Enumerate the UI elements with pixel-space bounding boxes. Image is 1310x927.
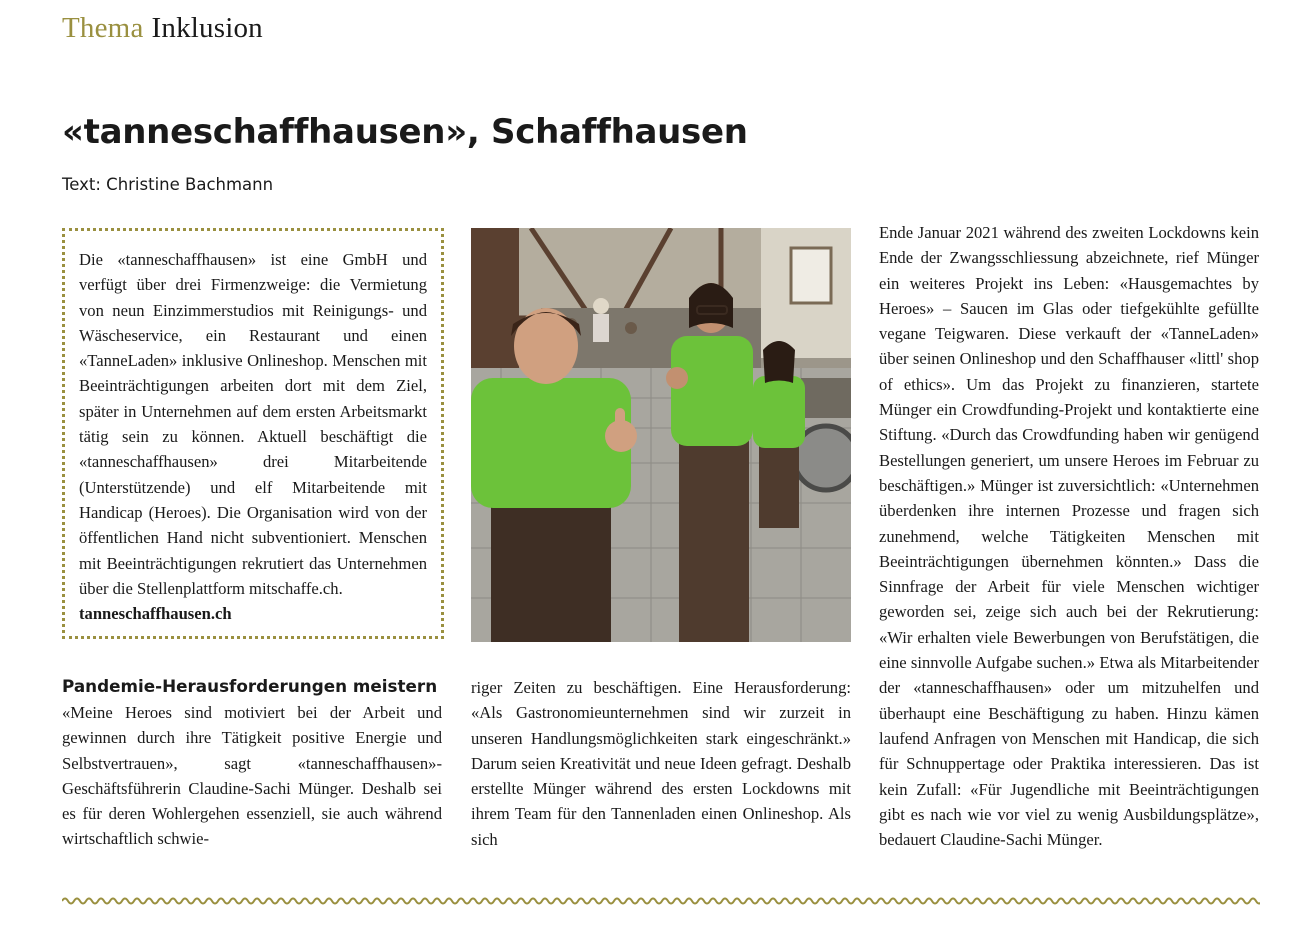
article-title: «tanneschaffhausen», Schaffhausen <box>62 112 748 152</box>
website-link[interactable]: tanneschaffhausen.ch <box>79 604 232 624</box>
column-1-text: «Meine Heroes sind motiviert bei der Arbeit und gewinnen durch ihre Tätigkeit positive Energie und Selbstvertrauen», sagt «tanneschaffhausen»-Geschäftsführerin Claudine-Sachi Münger. Deshalb sei es für deren Wohlergehen essenziell, sie auch während wirtschaftlich schwie- <box>62 703 442 849</box>
column-2 <box>471 675 851 852</box>
section-subheading: Pandemie-Herausforderungen meistern <box>62 676 438 696</box>
info-box-text: Die «tanneschaffhausen» ist eine GmbH und verfügt über drei Firmenzweige: die Vermietung von neun Einzimmerstudios mit Reinigungs- und Wäscheservice, ein Restaurant und einen «TanneLaden» inklusive Onlineshop. Menschen mit Beeinträchtigungen arbeiten dort mit dem Ziel, später in Unternehmen auf dem ersten Arbeitsmarkt tätig sein zu können. Aktuell beschäftigt die «tanneschaffhausen» drei Mitarbeitende (Unterstützende) und elf Mitarbeitende mit Handicap (Heroes). Die Organisation wird von der öffentlichen Hand nicht subventioniert. Menschen mit Beeinträchtigungen rekrutiert das Unternehmen über die Stellenplattform mitschaffe.ch. <box>79 250 427 598</box>
article-byline: Text: Christine Bachmann <box>62 175 274 194</box>
section-header <box>62 12 263 45</box>
column-2-text: riger Zeiten zu beschäftigen. Eine Herausforderung: «Als Gastronomieunternehmen sind wir zurzeit in unseren Handlungsmöglichkeiten stark eingeschränkt.» Darum seien Kreativität und neue Ideen gefragt. Deshalb erstellte Münger während des ersten Lockdowns mit ihrem Team für den Tannenladen einen Onlineshop. Als sich <box>471 678 851 849</box>
section-topic: Inklusion <box>151 12 263 44</box>
section-label: Thema <box>62 12 144 44</box>
column-3 <box>879 220 1259 852</box>
article-photo <box>471 228 851 642</box>
column-3-text: Ende Januar 2021 während des zweiten Lockdowns kein Ende der Zwangsschliessung abzeichnete, rief Münger ein weiteres Projekt ins Leben: «Hausgemachtes by Heroes» – Saucen im Glas oder tiefgekühlte gefüllte vegane Teigwaren. Diese verkauft der «TanneLaden» über seinen Onlineshop und den Schaffhauser «littl' shop of ethics». Um das Projekt zu finanzieren, startete Münger ein Crowdfunding-Projekt und kontaktierte eine Stiftung. «Durch das Crowdfunding haben wir genügend Bestellungen generiert, um unsere Heroes im Februar zu beschäftigen.» Münger ist zuversichtlich: «Unternehmen überdenken ihre internen Prozesse und fragen sich zunehmend, welche Tätigkeiten Menschen mit Beeinträchtigungen übernehmen könnten.» Dass die Sinnfrage der Arbeit für viele Menschen wichtiger geworden sei, zeige sich auch bei der Rekrutierung: «Wir erhalten viele Bewerbungen von Berufstätigen, die eine sinnvolle Aufgabe suchen.» Etwa als Mitarbeitender der «tanneschaffhausen» oder um mitzuhelfen und überhaupt eine Beschäftigung zu haben. Hinzu kämen laufend Anfragen von Menschen mit Handicap, die sich für Schnuppertage oder Praktika interessieren. Das ist kein Zufall: «Für Jugendliche mit Beeinträchtigungen gibt es nach wie vor viel zu wenig Ausbildungsplätze», bedauert Claudine-Sachi Münger. <box>879 223 1259 850</box>
column-1 <box>62 700 442 852</box>
footer-wave-divider <box>62 893 1260 909</box>
photo-illustration <box>471 228 851 642</box>
info-box <box>62 228 444 639</box>
